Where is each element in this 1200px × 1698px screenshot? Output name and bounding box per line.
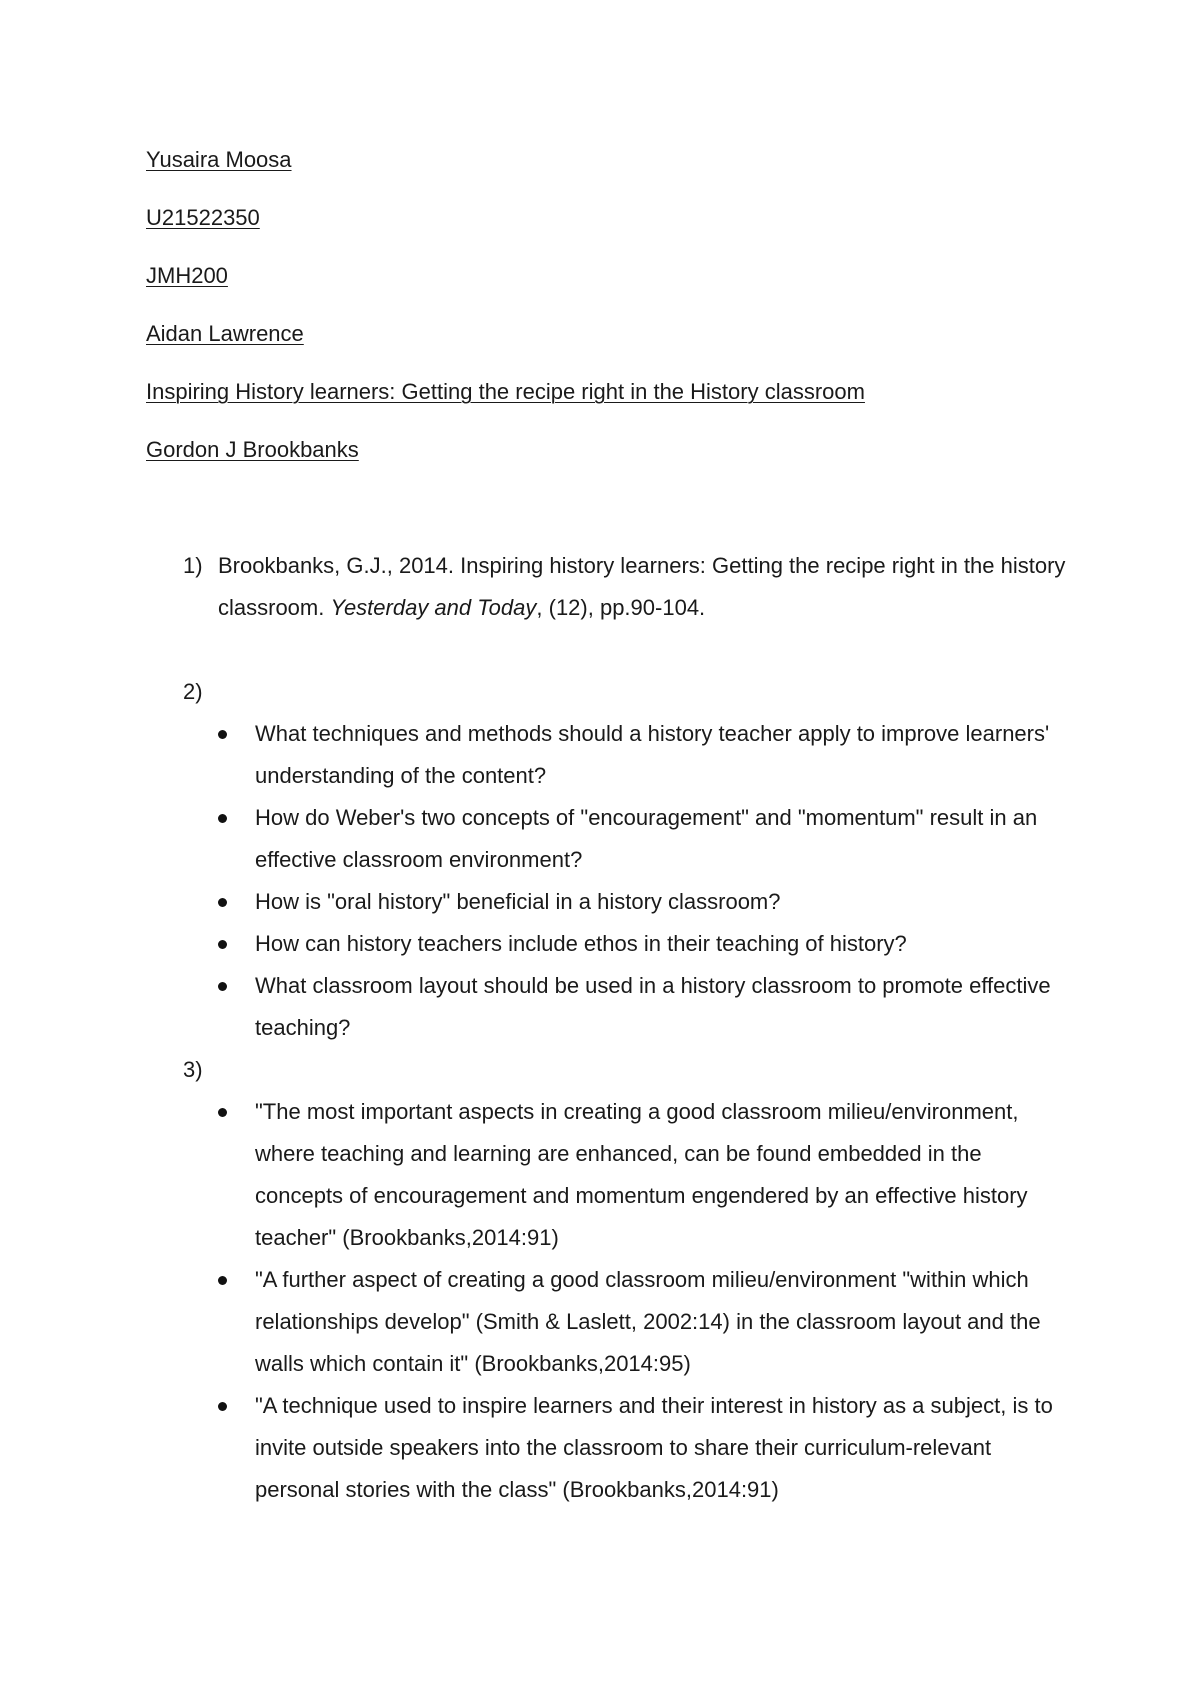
bullet-icon	[218, 982, 227, 991]
bullet-icon	[218, 1108, 227, 1117]
bullet-icon	[218, 940, 227, 949]
reference-journal: Yesterday and Today	[330, 595, 537, 620]
bullet-icon	[218, 730, 227, 739]
bullet-icon	[218, 1276, 227, 1285]
section-2-number: 2)	[183, 679, 203, 704]
list-item: How do Weber's two concepts of "encouragement" and "momentum" result in an effective classroom environment?	[218, 797, 1068, 881]
list-item: "The most important aspects in creating a good classroom milieu/environment, where teaching and learning are enhanced, can be found embedded in the concepts of encouragement and momentum engendered by an effective history teacher" (Brookbanks,2014:91)	[218, 1091, 1068, 1259]
student-name: Yusaira Moosa	[146, 147, 292, 172]
list-item: What classroom layout should be used in a history classroom to promote effective teaching?	[218, 965, 1068, 1049]
list-item: How is "oral history" beneficial in a history classroom?	[218, 881, 1068, 923]
section-3-number: 3)	[183, 1057, 203, 1082]
bullet-icon	[218, 814, 227, 823]
research-questions-list	[218, 713, 1068, 1049]
reference-authors-title: Brookbanks, G.J., 2014. Inspiring history learners: Getting the recipe right in the history classroom.	[218, 553, 1066, 620]
quotes-list	[218, 1091, 1068, 1511]
bullet-icon	[218, 1402, 227, 1411]
section-1-number: 1)	[183, 553, 203, 578]
list-item: "A further aspect of creating a good classroom milieu/environment "within which relationships develop" (Smith & Laslett, 2002:14) in the classroom layout and the walls which contain it" (Brookbanks,2014:95)	[218, 1259, 1068, 1385]
module-code: JMH200	[146, 263, 228, 288]
tutor-name: Aidan Lawrence	[146, 321, 304, 346]
reference-details: , (12), pp.90-104.	[536, 595, 706, 620]
list-item: What techniques and methods should a history teacher apply to improve learners' understanding of the content?	[218, 713, 1068, 797]
bullet-icon	[218, 898, 227, 907]
article-title: Inspiring History learners: Getting the recipe right in the History classroom	[146, 379, 865, 404]
list-item: "A technique used to inspire learners and their interest in history as a subject, is to invite outside speakers into the classroom to share their curriculum-relevant personal stories with the class" (Brookbanks,2014:91)	[218, 1385, 1068, 1511]
student-number: U21522350	[146, 205, 260, 230]
article-author: Gordon J Brookbanks	[146, 437, 359, 462]
reference-entry	[218, 545, 1068, 629]
list-item: How can history teachers include ethos in their teaching of history?	[218, 923, 1068, 965]
